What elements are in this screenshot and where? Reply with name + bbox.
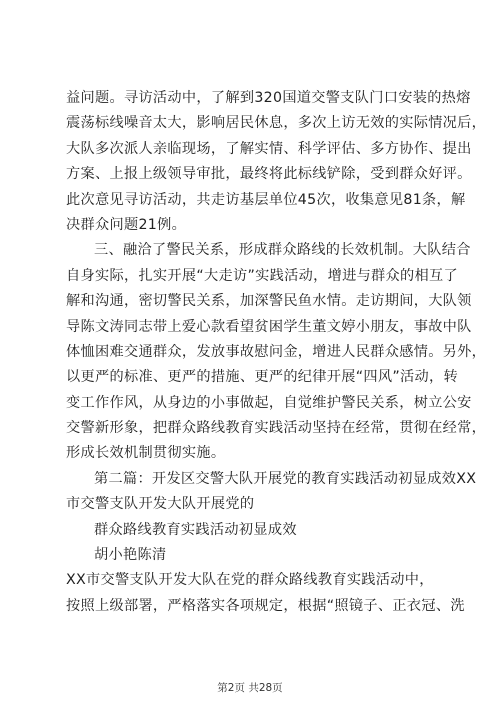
text-line: 以更严的标准、更严的措施、更严的纪律开展“四风”活动，转 <box>66 369 458 386</box>
text-line: 交警新形象，把群众路线教育实践活动坚持在经常，贯彻在经常， <box>66 420 487 437</box>
article-title-line: 群众路线教育实践活动初显成效 <box>94 521 297 538</box>
body-text <box>66 86 487 619</box>
section-heading-line: 市交警支队开发大队开展党的 <box>66 496 255 513</box>
text-line: 形成长效机制贯彻实施。 <box>66 445 226 462</box>
text-line: 决群众问题21例。 <box>66 216 187 233</box>
text-line: 体恤困难交通群众，发放事故慰问金，增进人民群众感情。另外， <box>66 343 487 360</box>
section-heading-line: 第二篇：开发区交警大队开展党的教育实践活动初显成效XX <box>94 470 477 487</box>
text-line: 导陈文涛同志带上爱心款看望贫困学生董文婷小朋友，事故中队 <box>66 318 472 335</box>
author-line: 胡小艳陈清 <box>94 547 167 564</box>
text-line: 按照上级部署，严格落实各项规定，根据“照镜子、正衣冠、洗 <box>66 597 465 614</box>
text-line: 方案、上报上级领导审批，最终将此标线铲除，受到群众好评。 <box>66 166 472 183</box>
text-line: 变工作作风，从身边的小事做起，自觉维护警民关系，树立公安 <box>66 394 472 411</box>
page-footer: 第2页 共28页 <box>217 682 283 694</box>
text-line: 自身实际，扎实开展“大走访”实践活动，增进与群众的相互了 <box>66 267 458 284</box>
text-line: 大队多次派人亲临现场，了解实情、科学评估、多方协作、提出 <box>66 140 472 157</box>
text-line: 此次意见寻访活动，共走访基层单位45次，收集意见81条，解 <box>66 191 466 208</box>
text-line: 解和沟通，密切警民关系，加深警民鱼水情。走访期间，大队领 <box>66 293 472 310</box>
text-line: 益问题。寻访活动中，了解到320国道交警支队门口安装的热熔 <box>66 90 471 106</box>
text-line: 震荡标线噪音太大，影响居民休息，多次上访无效的实际情况后， <box>66 115 487 132</box>
paragraph-start-line: 三、融洽了警民关系，形成群众路线的长效机制。大队结合 <box>94 242 471 259</box>
text-line: XX市交警支队开发大队在党的群众路线教育实践活动中， <box>66 572 434 589</box>
